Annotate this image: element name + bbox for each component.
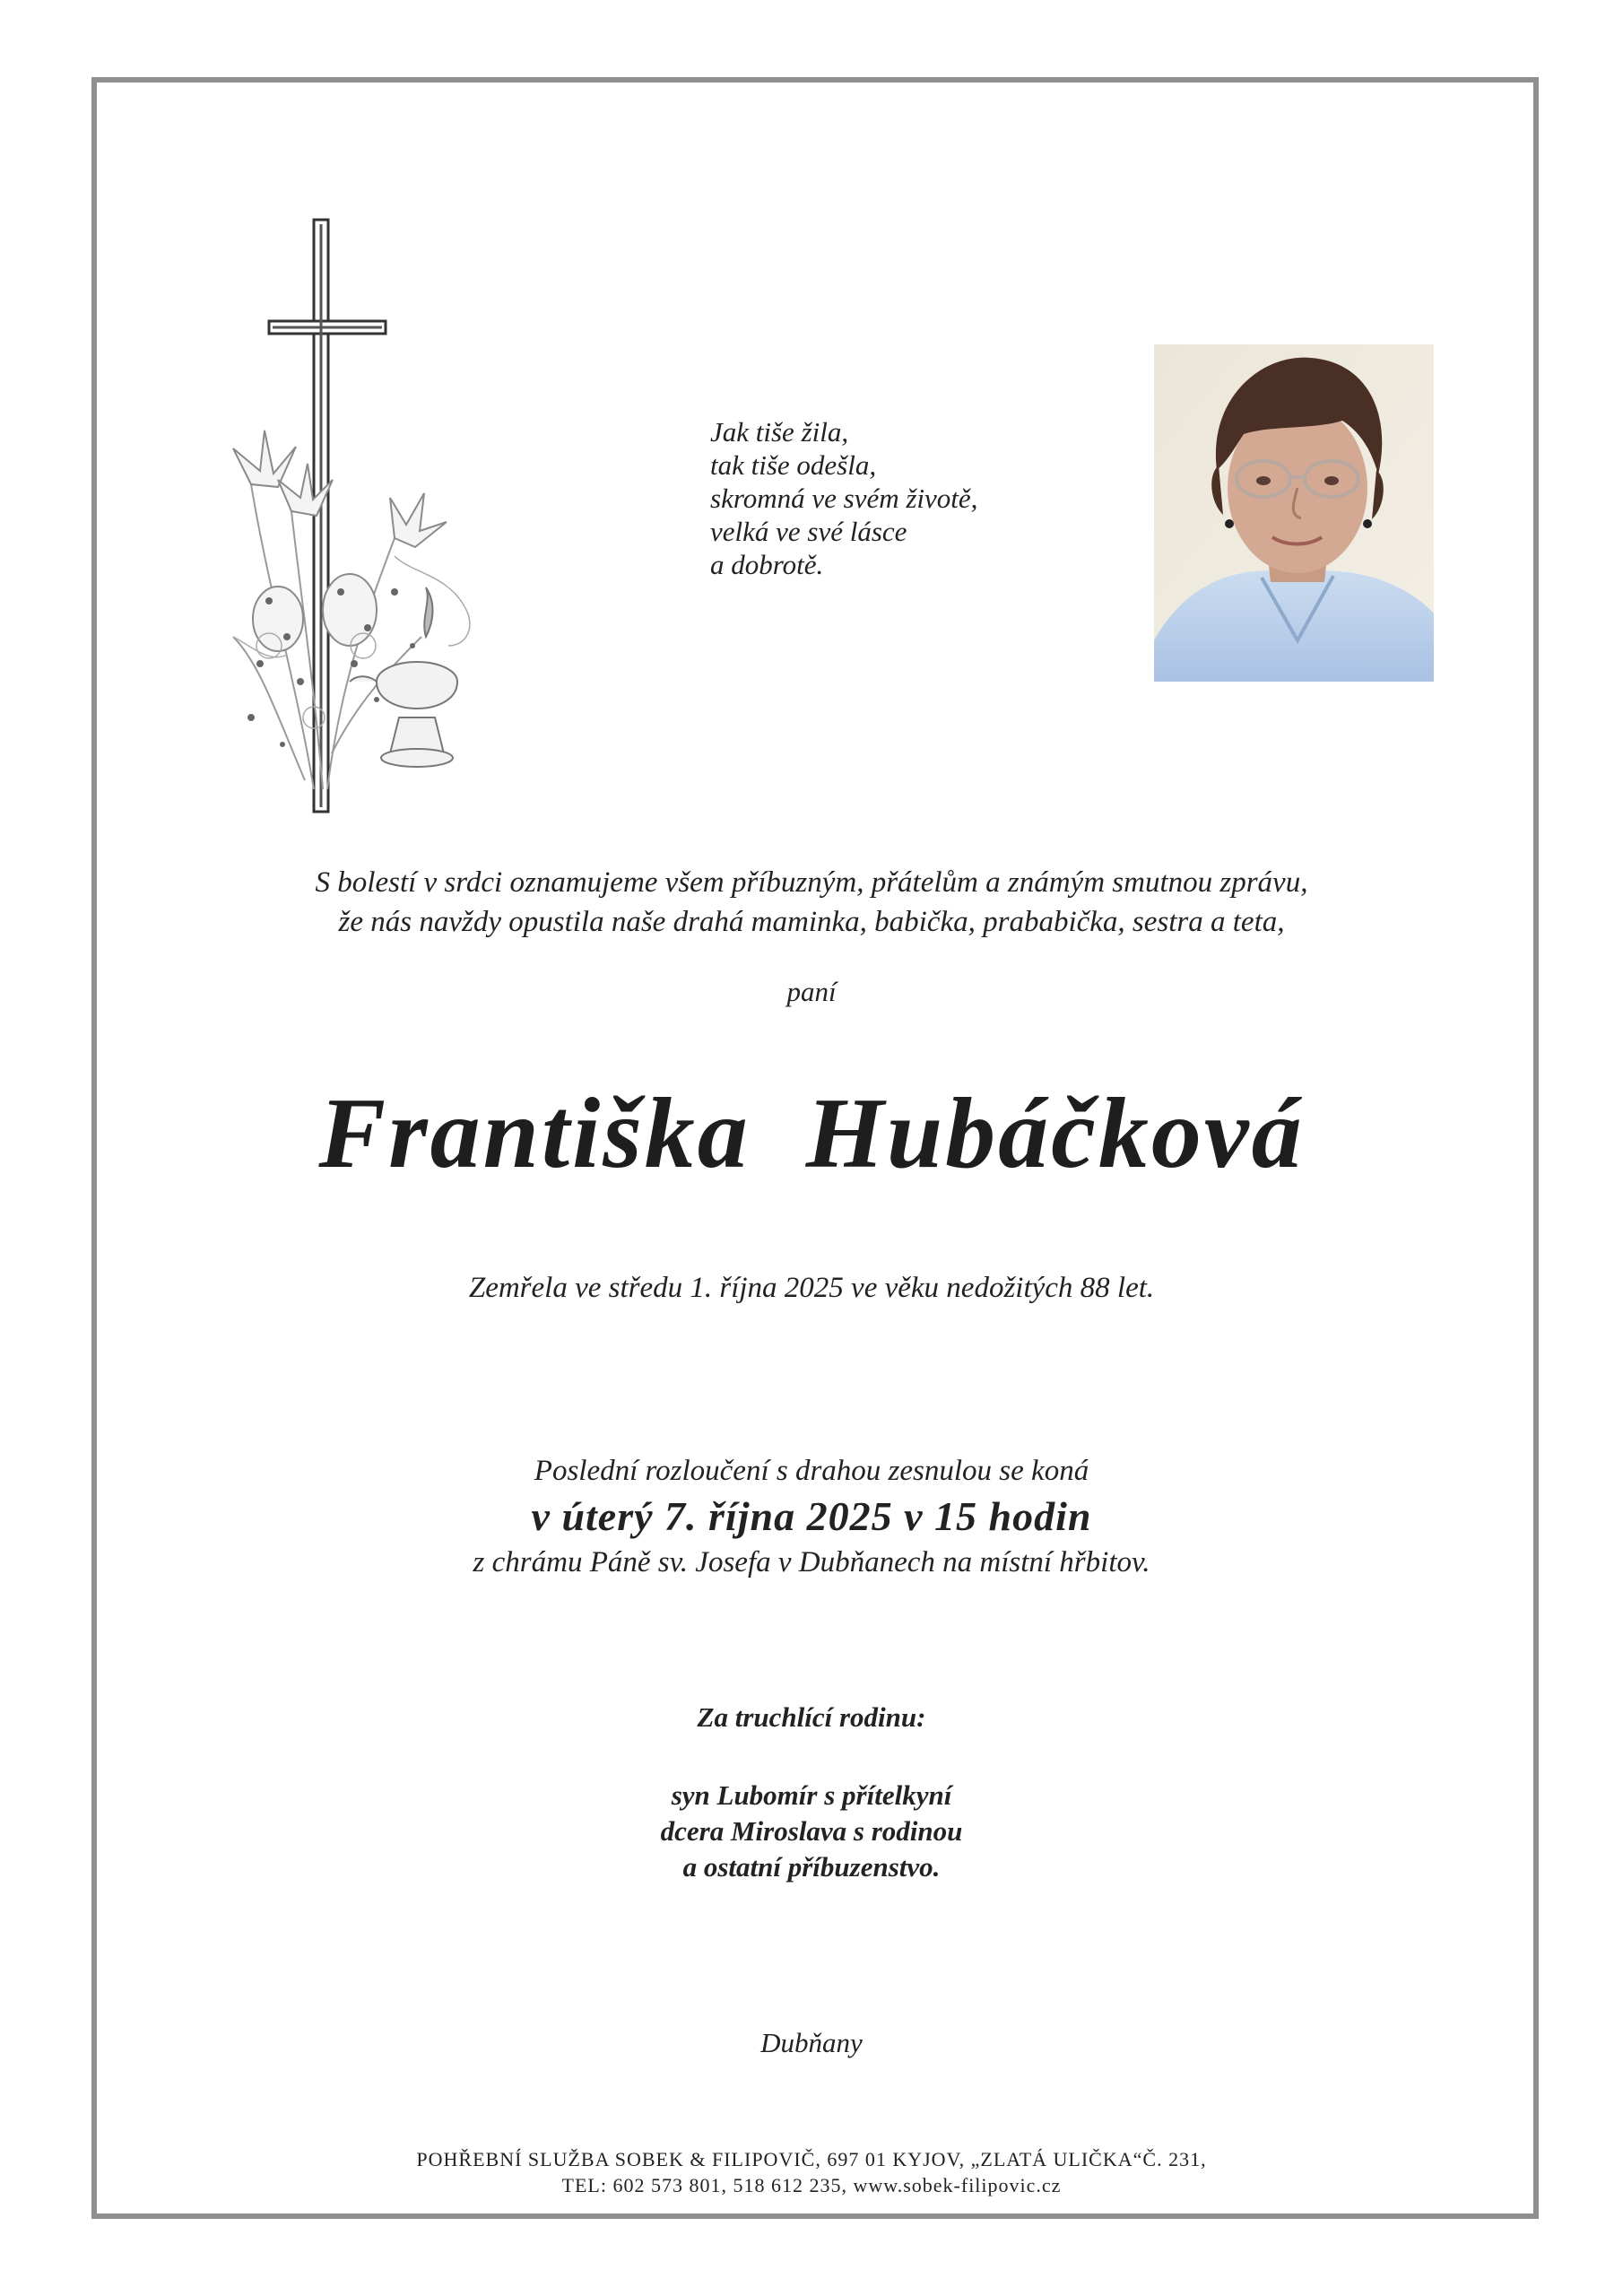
mourner-line: syn Lubomír s přítelkyní <box>671 1779 952 1811</box>
announcement-line: S bolestí v srdci oznamujeme všem příbuzným, přátelům a známým smutnou zprávu, <box>315 866 1308 899</box>
place-name: Dubňany <box>760 2027 863 2058</box>
poem-line: velká ve své lásce <box>710 516 907 547</box>
mourner-line: a ostatní příbuzenstvo. <box>682 1851 941 1883</box>
mourner-line: dcera Miroslava s rodinou <box>660 1815 963 1847</box>
deceased-name: Františka Hubáčková <box>318 1078 1305 1189</box>
announcement-text <box>0 863 1623 942</box>
poem-line: Jak tiše žila, <box>710 416 849 448</box>
mourners-list <box>0 1778 1623 1885</box>
death-info: Zemřela ve středu 1. října 2025 ve věku nedožitých 88 let. <box>468 1272 1155 1304</box>
farewell-date-time: v úterý 7. října 2025 v 15 hodin <box>531 1493 1092 1539</box>
farewell-intro: Poslední rozloučení s drahou zesnulou se koná <box>534 1455 1089 1487</box>
funeral-service-footer <box>0 2146 1623 2198</box>
farewell-info <box>0 1450 1623 1583</box>
cross-ornament-icon <box>215 215 484 843</box>
footer-address: POHŘEBNÍ SLUŽBA SOBEK & FILIPOVIČ, 697 01 KYJOV, „ZLATÁ ULIČKA“Č. 231, <box>416 2148 1207 2170</box>
farewell-location: z chrámu Páně sv. Josefa v Dubňanech na místní hřbitov. <box>473 1546 1150 1578</box>
announcement-line: že nás navždy opustila naše drahá maminka, babička, prababička, sestra a teta, <box>338 906 1285 938</box>
poem-line: a dobrotě. <box>710 549 824 580</box>
portrait-photo <box>1154 344 1434 682</box>
poem-line: tak tiše odešla, <box>710 449 877 481</box>
poem-line: skromná ve svém životě, <box>710 483 978 514</box>
honorific: paní <box>786 976 837 1007</box>
mourners-heading: Za truchlící rodinu: <box>697 1701 926 1733</box>
poem <box>710 415 977 581</box>
footer-contact: TEL: 602 573 801, 518 612 235, www.sobek-filipovic.cz <box>561 2174 1062 2196</box>
